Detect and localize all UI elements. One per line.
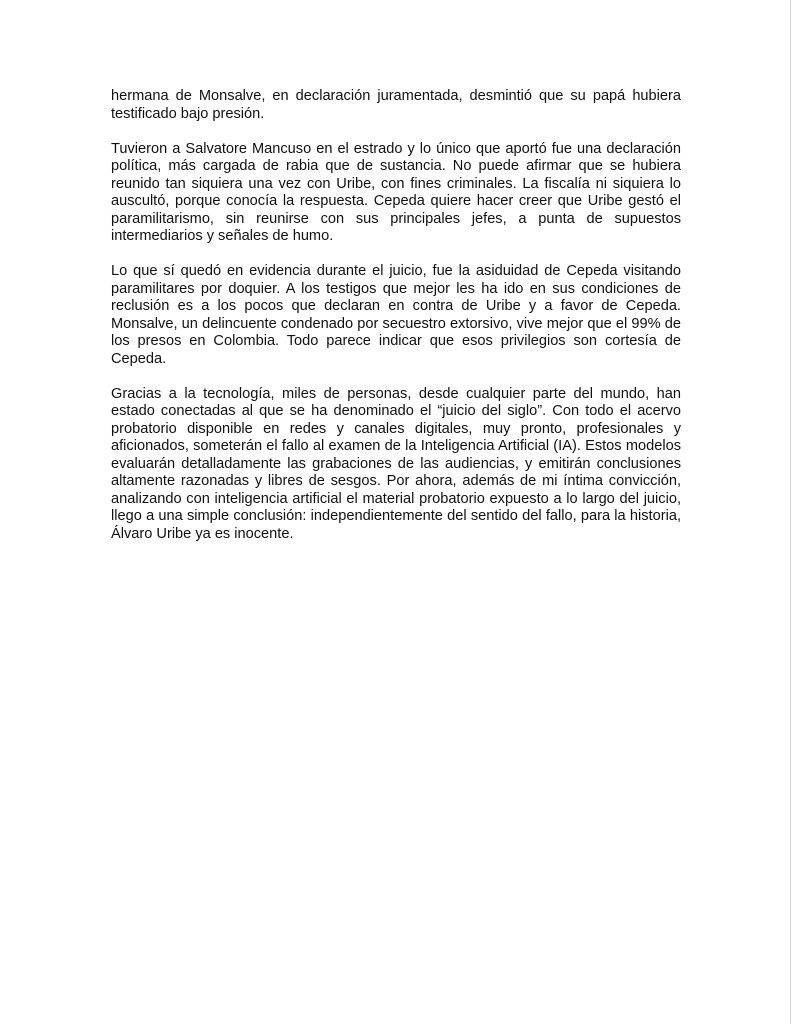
paragraph-3: Lo que sí quedó en evidencia durante el juicio, fue la asiduidad de Cepeda visitando paramilitares por doquier. A los testigos que mejor les ha ido en sus condiciones de reclusión es a los pocos que declaran en contra de Uribe y a favor de Cepeda. Monsalve, un delincuente condenado por secuestro extorsivo, vive mejor que el 99% de los presos en Colombia. Todo parece indicar que esos privilegios son cortesía de Cepeda. — [111, 263, 681, 367]
document-body — [111, 88, 681, 561]
paragraph-2: Tuvieron a Salvatore Mancuso en el estrado y lo único que aportó fue una declaración política, más cargada de rabia que de sustancia. No puede afirmar que se hubiera reunido tan siquiera una vez con Uribe, con fines criminales. La fiscalía ni siquiera lo auscultó, porque conocía la respuesta. Cepeda quiere hacer creer que Uribe gestó el paramilitarismo, sin reunirse con sus principales jefes, a punta de supuestos intermediarios y señales de humo. — [111, 140, 681, 244]
paragraph-1: hermana de Monsalve, en declaración juramentada, desmintió que su papá hubiera testificado bajo presión. — [111, 88, 681, 122]
paragraph-4: Gracias a la tecnología, miles de personas, desde cualquier parte del mundo, han estado conectadas al que se ha denominado el “juicio del siglo”. Con todo el acervo probatorio disponible en redes y canales digitales, muy pronto, profesionales y aficionados, someterán el fallo al examen de la Inteligencia Artificial (IA). Estos modelos evaluarán detalladamente las grabaciones de las audiencias, y emitirán conclusiones altamente razonadas y libres de sesgos. Por ahora, además de mi íntima convicción, analizando con inteligencia artificial el material probatorio expuesto a lo largo del juicio, llego a una simple conclusión: independientemente del sentido del fallo, para la historia, Álvaro Uribe ya es inocente. — [111, 385, 681, 542]
